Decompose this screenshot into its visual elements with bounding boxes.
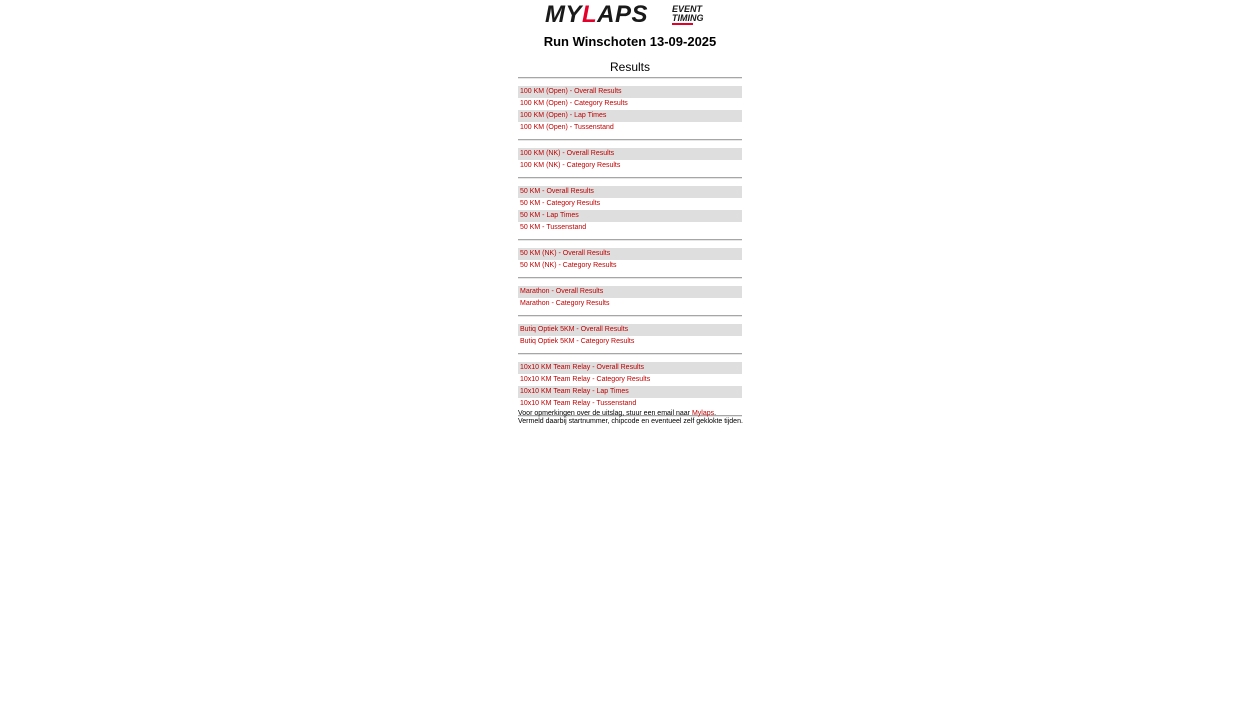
result-link[interactable]: Marathon - Overall Results [520,288,604,295]
result-row [518,260,742,272]
footer-note: Voor opmerkingen over de uitslag, stuur een email naar Mylaps. Vermeld daarbij startnummer, chipcode en eventueel zelf geklokte tijden. [518,410,743,425]
result-row [518,222,742,234]
logo-wordmark: MYLAPS [545,1,649,28]
result-link[interactable]: 50 KM (NK) - Overall Results [520,250,611,257]
result-row [518,86,742,98]
result-row [518,210,742,222]
result-link[interactable]: 10x10 KM Team Relay - Overall Results [520,364,644,371]
result-link[interactable]: 100 KM (Open) - Tussenstand [520,124,614,131]
result-row [518,298,742,310]
result-group [518,179,742,239]
result-row [518,110,742,122]
footer-text-line2: Vermeld daarbij startnummer, chipcode en eventueel zelf geklokte tijden. [518,418,743,425]
result-group [518,355,742,415]
result-link[interactable]: 100 KM (NK) - Overall Results [520,150,615,157]
result-row [518,98,742,110]
event-title: Run Winschoten 13-09-2025 [543,34,717,49]
result-row [518,336,742,348]
logo-tagline: EVENT TIMING [672,4,704,23]
result-row [518,186,742,198]
result-link[interactable]: 10x10 KM Team Relay - Lap Times [520,388,629,395]
result-group [518,279,742,315]
result-group [518,241,742,277]
result-link[interactable]: 100 KM (Open) - Lap Times [520,112,607,119]
result-link[interactable]: 10x10 KM Team Relay - Category Results [520,376,651,383]
result-group [518,141,742,177]
result-row [518,374,742,386]
result-row [518,148,742,160]
result-row [518,324,742,336]
result-row [518,160,742,172]
result-link[interactable]: 50 KM - Tussenstand [520,224,587,231]
result-link[interactable]: Butiq Optiek 5KM - Overall Results [520,326,629,333]
logo-tag-underline [672,23,693,25]
result-link[interactable]: 50 KM - Overall Results [520,188,594,195]
result-row [518,362,742,374]
results-list [518,77,742,417]
result-group [518,317,742,353]
section-heading: Results [609,60,650,74]
result-link[interactable]: 100 KM (Open) - Overall Results [520,88,622,95]
result-row [518,122,742,134]
result-link[interactable]: Marathon - Category Results [520,300,610,307]
footer-text: Voor opmerkingen over de uitslag, stuur een email naar [518,410,692,417]
result-row [518,286,742,298]
result-group [518,79,742,139]
mylaps-logo [545,3,717,27]
result-link[interactable]: 50 KM (NK) - Category Results [520,262,617,269]
result-link[interactable]: 10x10 KM Team Relay - Tussenstand [520,400,637,407]
result-link[interactable]: 100 KM (Open) - Category Results [520,100,628,107]
result-link[interactable]: 100 KM (NK) - Category Results [520,162,621,169]
mylaps-email-link[interactable]: Mylaps [691,410,715,417]
result-row [518,198,742,210]
result-row [518,386,742,398]
result-link[interactable]: 50 KM - Lap Times [520,212,579,219]
result-row [518,248,742,260]
result-link[interactable]: 50 KM - Category Results [520,200,601,207]
result-link[interactable]: Butiq Optiek 5KM - Category Results [520,338,635,345]
result-row [518,398,742,410]
